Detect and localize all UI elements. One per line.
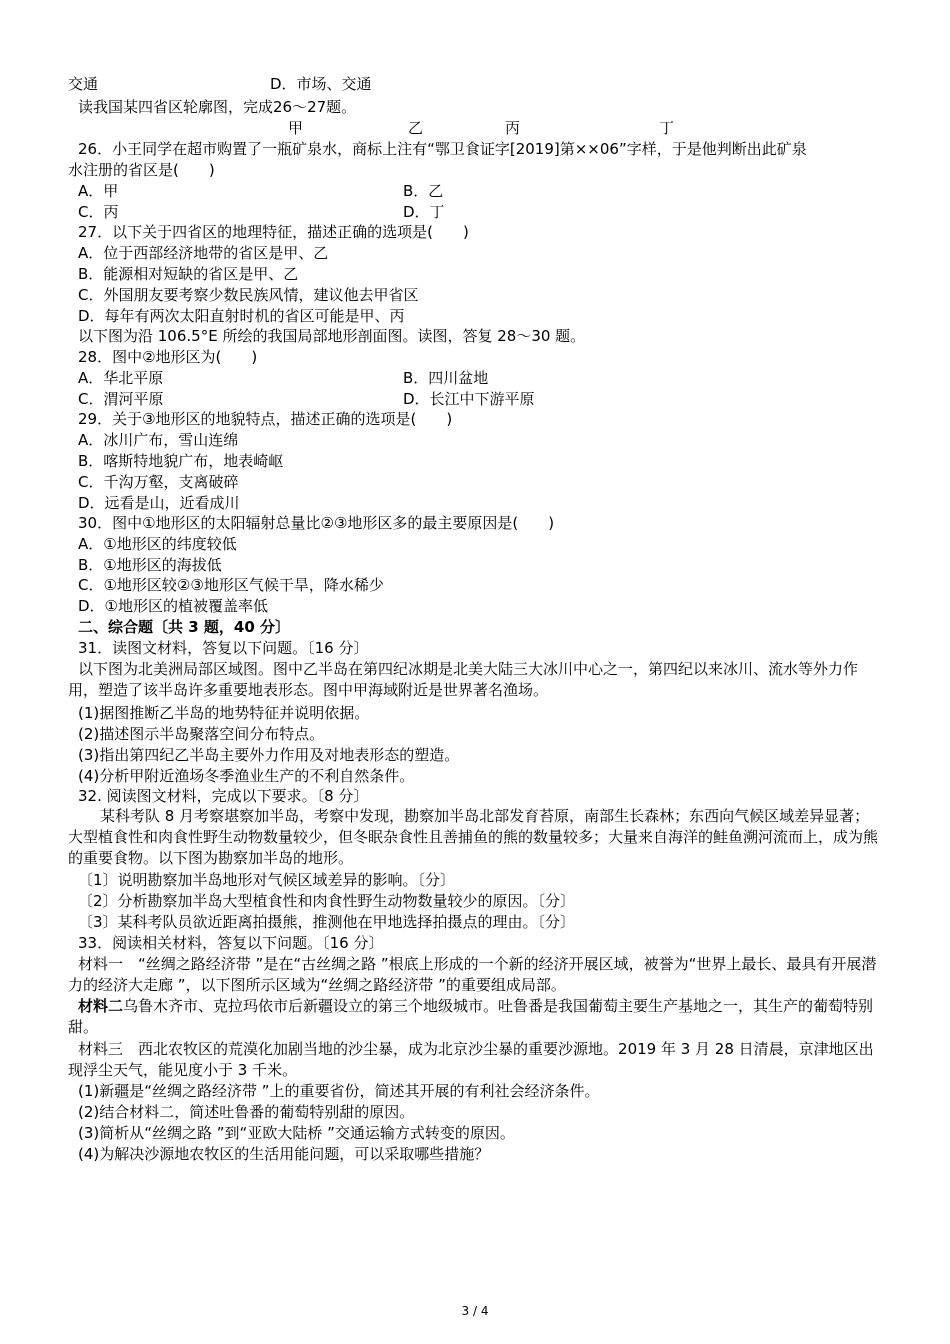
q28-option-b: B．四川盆地 [403, 369, 489, 387]
q26-option-d: D．丁 [403, 203, 445, 221]
q33-part3: (3)简析从“丝绸之路 ”到“亚欧大陆桥 ”交通运输方式转变的原因。 [78, 1124, 515, 1142]
q33-material2-label: 材料二 [78, 997, 124, 1015]
q33-material2 [68, 996, 878, 1038]
q31-part4: (4)分析甲附近渔场冬季渔业生产的不利自然条件。 [78, 767, 415, 785]
q31-part3: (3)指出第四纪乙半岛主要外力作用及对地表形态的塑造。 [78, 746, 460, 764]
q26-option-b: B．乙 [403, 182, 444, 200]
q27-option-c: C．外国朋友要考察少数民族风情，建议他去甲省区 [78, 286, 419, 304]
q26-option-c: C．丙 [78, 203, 119, 221]
intro-26-27: 读我国某四省区轮廓图，完成26～27题。 [78, 98, 357, 116]
q33-stem: 33．阅读相关材料，答复以下问题。〔16 分〕 [78, 934, 384, 952]
q30-option-b: B．①地形区的海拔低 [78, 556, 222, 574]
q30-option-a: A．①地形区的纬度较低 [78, 535, 237, 553]
q30-option-c: C．①地形区较②③地形区气候干旱，降水稀少 [78, 576, 384, 594]
q28-stem: 28．图中②地形区为( ) [78, 348, 258, 366]
q29-option-d: D．远看是山，近看成川 [78, 494, 240, 512]
q31-part1: (1)据图推断乙半岛的地势特征并说明依据。 [78, 704, 370, 722]
q32-material: 某科考队 8 月考察堪察加半岛，考察中发现，勘察加半岛北部发育苔原，南部生长森林；东西向气候区域差异显著；大型植食性和肉食性野生动物数量较少，但冬眠杂食性且善捕鱼的熊的数量较多；大量来自海洋的鲑鱼溯河流而上，成为熊的重要食物。以下图为勘察加半岛的地形。 [68, 807, 879, 867]
map-label-jia: 甲 [288, 119, 304, 137]
q27-option-a: A．位于西部经济地带的省区是甲、乙 [78, 244, 329, 262]
map-label-ding: 丁 [659, 119, 675, 137]
intro-28-30: 以下图为沿 106.5°E 所绘的我国局部地形剖面图。读图，答复 28～30 题。 [78, 327, 586, 345]
q31-material: 以下图为北美洲局部区域图。图中乙半岛在第四纪冰期是北美大陆三大冰川中心之一，第四纪以来冰川、流水等外力作用，塑造了该半岛许多重要地表形态。图中甲海域附近是世界著名渔场。 [68, 660, 859, 699]
q33-material3-label: 材料三 [78, 1040, 124, 1058]
q32-stem: 32. 阅读图文材料，完成以下要求。〔8 分〕 [78, 787, 369, 805]
q27-option-b: B．能源相对短缺的省区是甲、乙 [78, 265, 299, 283]
q28-option-c: C．渭河平原 [78, 390, 164, 408]
q32-part1: 〔1〕说明勘察加半岛地形对气候区域差异的影响。〔分〕 [78, 871, 456, 889]
q33-material1-text: “丝绸之路经济带 ”是在“古丝绸之路 ”根底上形成的一个新的经济开展区域，被誉为“世界上最长、最具有开展潜力的经济大走廊 ”，以下图所示区域为“丝绸之路经济带 ”的重要组成局部。 [68, 955, 877, 994]
q29-option-c: C．千沟万壑，支离破碎 [78, 473, 239, 491]
q33-part1: (1)新疆是“丝绸之路经济带 ”上的重要省份，简述其开展的有利社会经济条件。 [78, 1082, 600, 1100]
q27-stem: 27．以下关于四省区的地理特征，描述正确的选项是( ) [78, 223, 469, 241]
q33-material2-text: 乌鲁木齐市、克拉玛依市后新疆设立的第三个地级城市。吐鲁番是我国葡萄主要生产基地之一，其生产的葡萄特别甜。 [68, 997, 874, 1036]
q33-material1-label: 材料一 [78, 955, 124, 973]
q26-option-a: A．甲 [78, 182, 119, 200]
q29-stem: 29．关于③地形区的地貌特点，描述正确的选项是( ) [78, 410, 453, 428]
q26-stem-line1: 26．小王同学在超市购置了一瓶矿泉水，商标上注有“鄂卫食证字[2019]第××06”字样，于是他判断出此矿泉 [78, 140, 807, 158]
q27-option-d: D．每年有两次太阳直射时机的省区可能是甲、丙 [78, 307, 405, 325]
q31-stem: 31．读图文材料，答复以下问题。〔16 分〕 [78, 639, 369, 657]
q33-material3-text: 西北农牧区的荒漠化加剧当地的沙尘暴，成为北京沙尘暴的重要沙源地。2019 年 3 月 28 日清晨，京津地区出现浮尘天气，能见度小于 3 千米。 [68, 1040, 874, 1079]
q33-material1 [68, 954, 878, 996]
top-line-right: D．市场、交通 [270, 75, 372, 93]
q33-part2: (2)结合材料二，简述吐鲁番的葡萄特别甜的原因。 [78, 1103, 415, 1121]
q26-stem-line2: 水注册的省区是( ) [68, 161, 215, 179]
q32-part3: 〔3〕某科考队员欲近距离拍摄熊，推测他在甲地选择拍摄点的理由。〔分〕 [78, 913, 576, 931]
q33-part4: (4)为解决沙源地农牧区的生活用能问题，可以采取哪些措施？ [78, 1145, 490, 1163]
top-line-left: 交通 [68, 75, 99, 93]
page-number: 3 / 4 [461, 1304, 489, 1318]
map-label-yi: 乙 [408, 119, 424, 137]
q33-material3 [68, 1039, 878, 1081]
map-label-bing: 丙 [505, 119, 521, 137]
q31-part2: (2)描述图示半岛聚落空间分布特点。 [78, 725, 325, 743]
q30-option-d: D．①地形区的植被覆盖率低 [78, 597, 268, 615]
q32-part2: 〔2〕分析勘察加半岛大型植食性和肉食性野生动物数量较少的原因。〔分〕 [78, 892, 576, 910]
q28-option-a: A．华北平原 [78, 369, 164, 387]
q29-option-b: B．喀斯特地貌广布，地表崎岖 [78, 452, 284, 470]
q28-option-d: D．长江中下游平原 [403, 390, 535, 408]
q29-option-a: A．冰川广布，雪山连绵 [78, 431, 239, 449]
q30-stem: 30．图中①地形区的太阳辐射总量比②③地形区多的最主要原因是( ) [78, 514, 555, 532]
section2-title: 二、综合题〔共 3 题，40 分〕 [78, 618, 290, 636]
